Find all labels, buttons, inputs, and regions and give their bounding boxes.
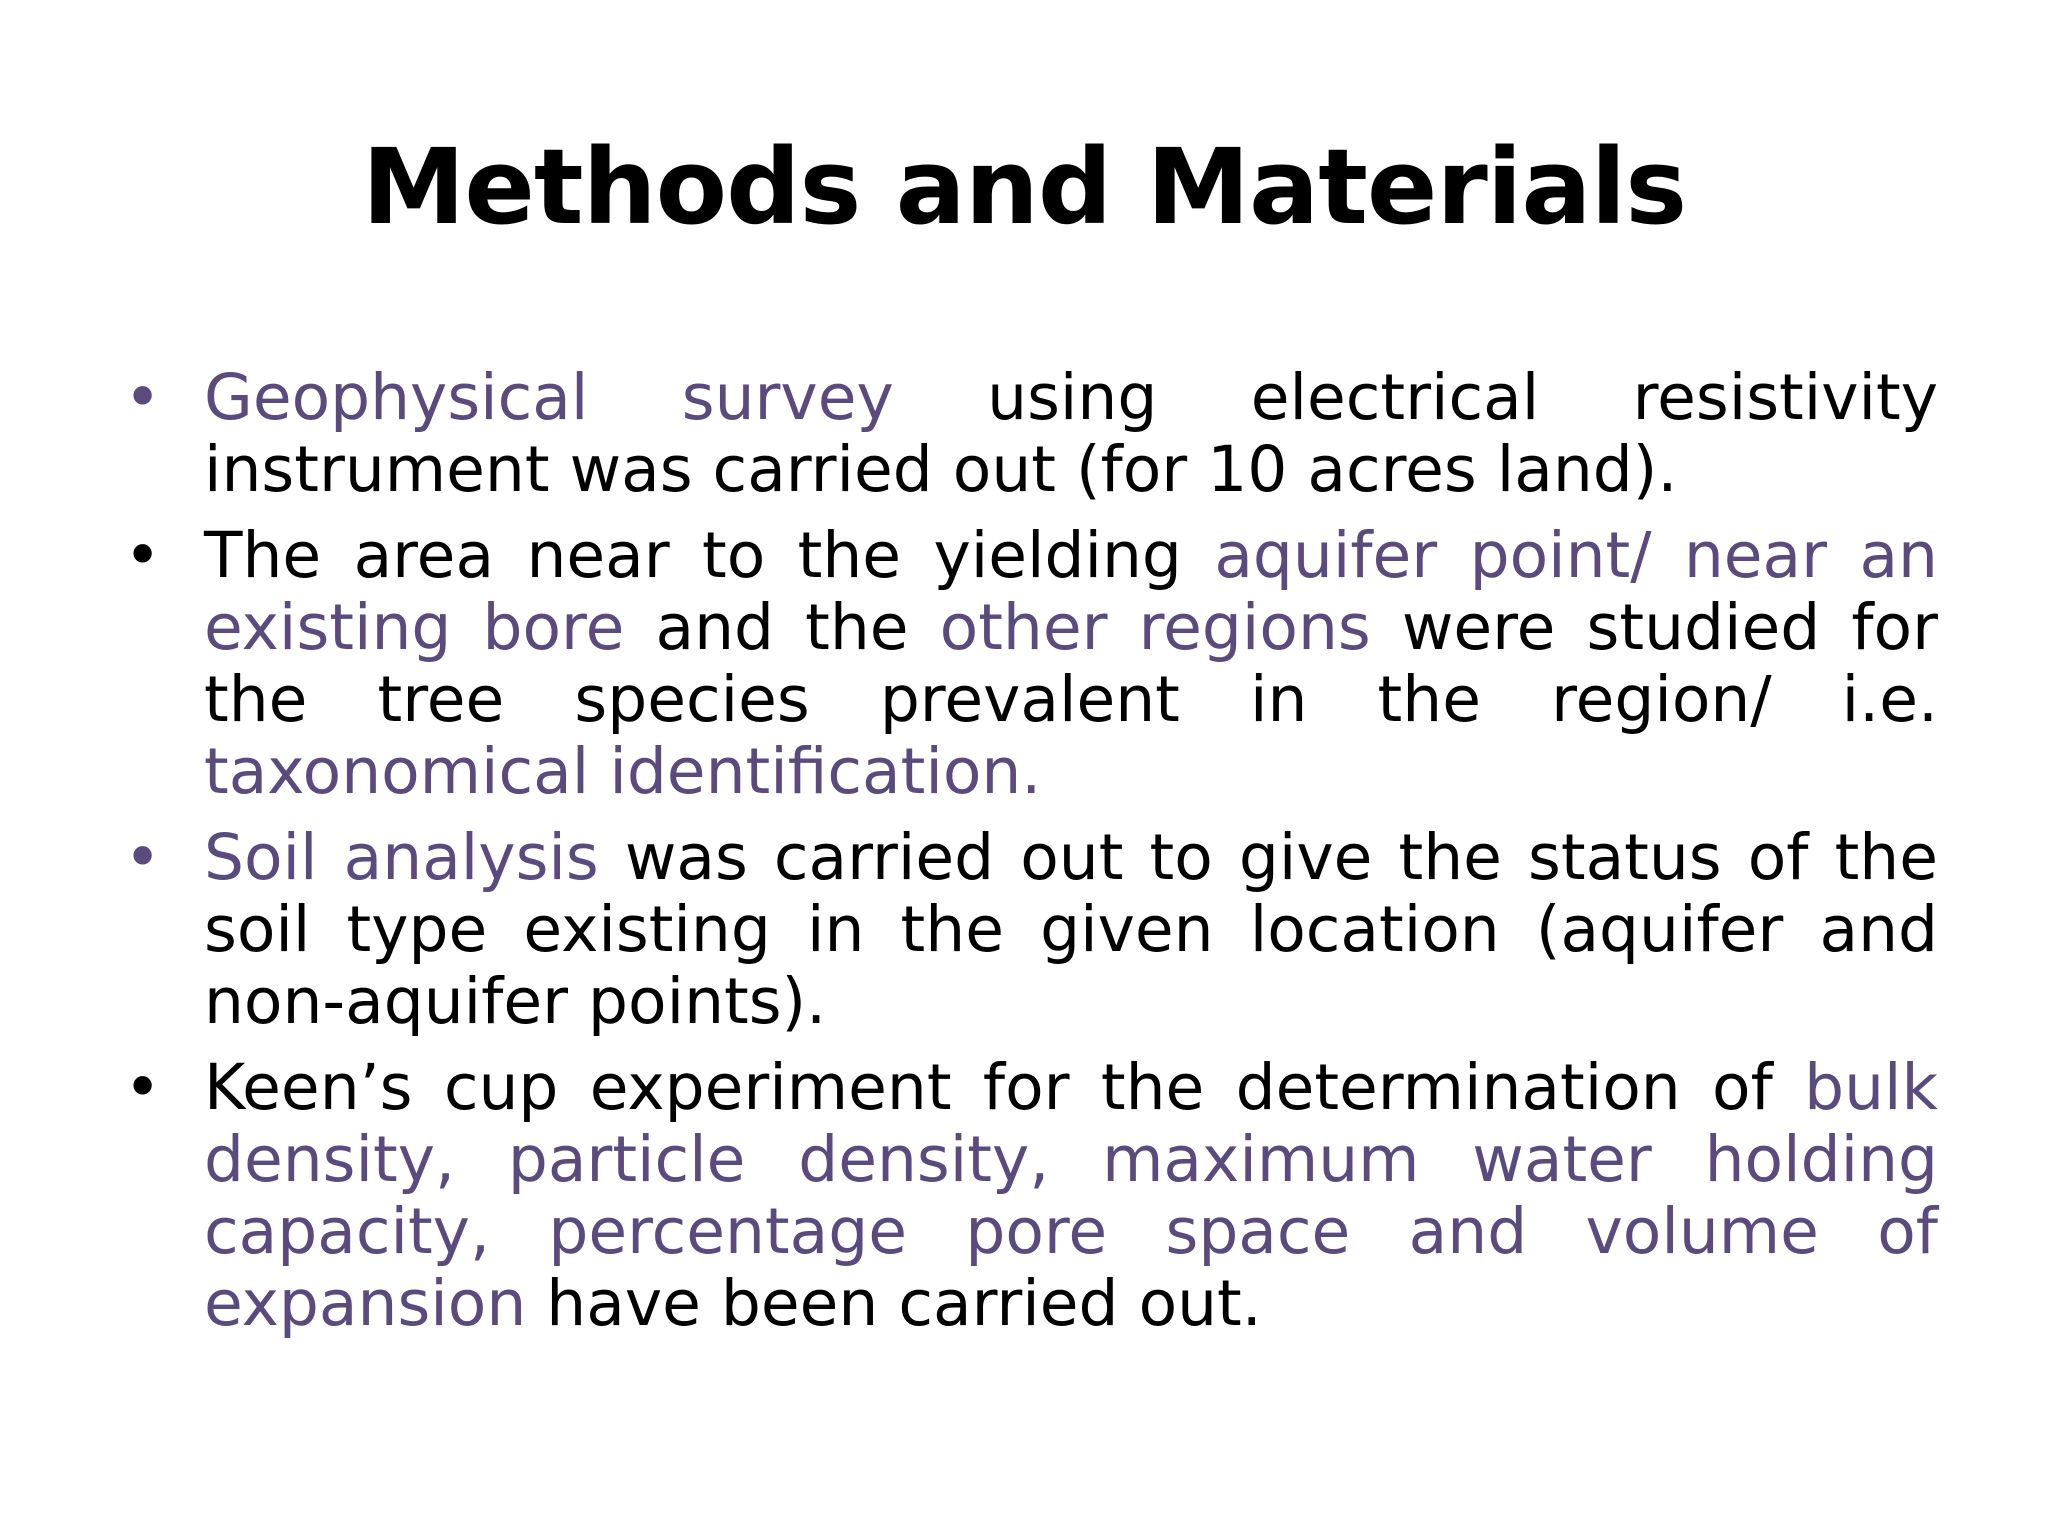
text-segment: and the: [624, 591, 940, 664]
highlighted-phrase: other regions: [939, 591, 1371, 664]
bullet-item: [118, 520, 1938, 808]
text-segment: was carried out to give the status of the soil type existing in the given location (aquifer and non-aquifer points).: [204, 821, 1938, 1038]
bullet-dot: •: [124, 361, 162, 434]
highlighted-phrase: taxonomical identification.: [204, 735, 1042, 808]
bullet-list: [118, 362, 1938, 1354]
bullet-dot: •: [124, 821, 162, 894]
highlighted-phrase: aquifer point/ near an existing bore: [204, 519, 1938, 664]
text-segment: The area near to the yielding: [204, 519, 1215, 592]
bullet-dot: •: [124, 519, 162, 592]
bullet-text: [204, 361, 1938, 506]
bullet-text: [204, 519, 1938, 808]
text-segment: have been carried out.: [526, 1267, 1262, 1340]
slide-title: Methods and Materials: [361, 126, 1687, 248]
highlighted-phrase: Geophysical survey: [204, 361, 894, 434]
bullet-dot: •: [124, 1051, 162, 1124]
text-segment: Keen’s cup experiment for the determination of: [204, 1051, 1805, 1124]
bullet-text: [204, 821, 1938, 1038]
bullet-item: [118, 822, 1938, 1038]
highlighted-phrase: Soil analysis: [204, 821, 599, 894]
bullet-item: [118, 362, 1938, 506]
text-segment: using electrical resistivity instrument was carried out (for 10 acres land).: [204, 361, 1938, 506]
bullet-item: [118, 1052, 1938, 1340]
highlighted-phrase: bulk density, particle density, maximum water holding capacity, percentage pore space and volume of expansion: [204, 1051, 1938, 1340]
text-segment: were studied for the tree species prevalent in the region/ i.e.: [204, 591, 1939, 736]
bullet-text: [204, 1051, 1938, 1340]
